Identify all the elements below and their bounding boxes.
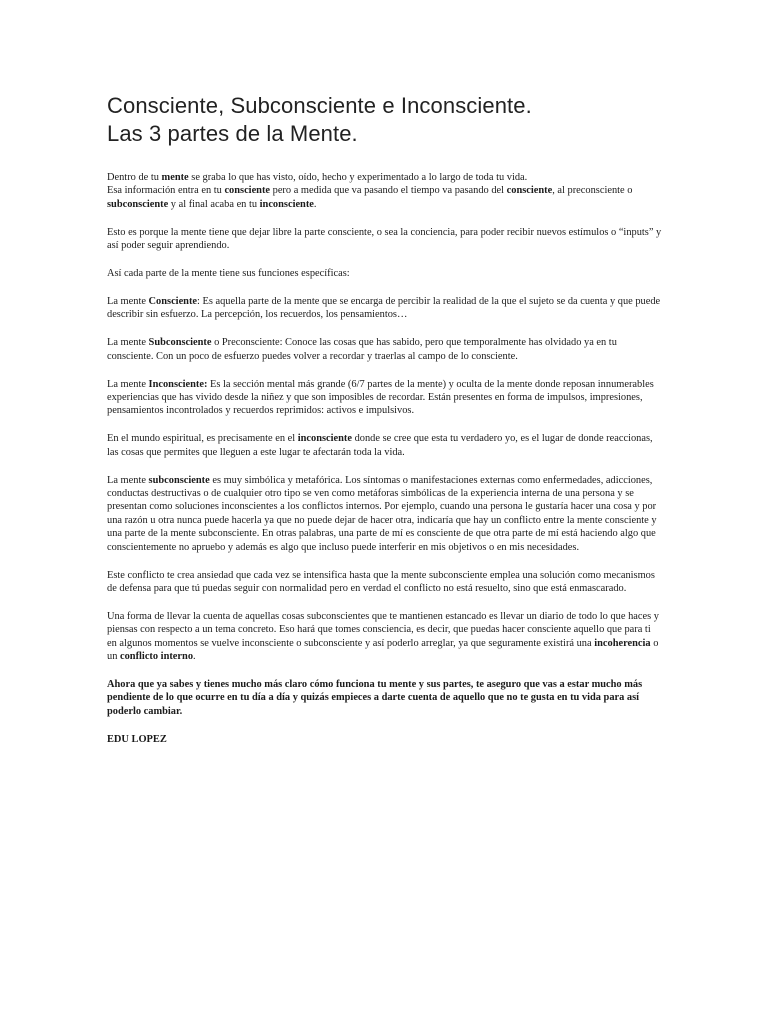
text-segment: Ahora que ya sabes y tienes mucho más claro cómo funciona tu mente y sus partes, te aseguro que vas a estar mucho más pendiente de lo que ocurre en tu día a día y quizás empieces a darte cuenta de aquello que no te gusta en tu vida para así poderlo cambiar. (107, 678, 643, 717)
text-segment: es muy simbólica y metafórica. Los síntomas o manifestaciones externas como enfermedades, adicciones, conductas destructivas o de cualquier otro tipo se ven como metáforas simbólicas de la experiencia interna de una persona y se presentan como soluciones inconscientes a los conflictos internos. Por ejemplo, cuando una persona le gustaría hacer una cosa y por una razón u otra nunca puede hacerla ya que no puede dejar de hacer otra, indicaría que hay un conflicto entre la mente consciente y una parte de la mente subconsciente. En otras palabras, una parte de mí es consciente de que otra parte de mí está haciendo algo que conscientemente no apruebo y además es algo que incluso puede interferir en mis objetivos o en mis necesidades. (107, 474, 657, 553)
bold-term: consciente (224, 185, 271, 197)
text-segment: La mente (107, 295, 149, 307)
text-segment: y al final acaba en tu (168, 198, 260, 210)
document-page (107, 92, 663, 746)
paragraph-p6 (107, 378, 663, 418)
title-line-2: Las 3 partes de la Mente. (107, 121, 358, 146)
bold-term: incoherencia (594, 637, 651, 649)
text-segment: Así cada parte de la mente tiene sus funciones específicas: (107, 268, 350, 280)
paragraph-p10 (107, 610, 663, 664)
bold-term: subconsciente (148, 474, 210, 486)
bold-term: conflicto interno (120, 651, 194, 663)
paragraph-p11 (107, 678, 663, 718)
paragraph-p9 (107, 569, 663, 596)
text-segment: . (313, 198, 317, 210)
bold-term: Consciente (148, 295, 198, 307)
paragraph-p3 (107, 267, 663, 280)
document-body (107, 171, 663, 718)
bold-term: inconsciente (259, 198, 314, 210)
text-segment: En el mundo espiritual, es precisamente en el (107, 433, 298, 445)
text-segment: Una forma de llevar la cuenta de aquellas cosas subconscientes que te mantienen estancado es llevar un diario de todo lo que haces y piensas con respecto a un tema concreto. Eso hará que tomes consciencia, es decir, que puedas hacer consciente aquello que para ti en algunos momentos se vuelve inconsciente o subconsciente y así poderlo arreglar, ya que seguramente existirá una (107, 610, 659, 649)
text-segment: Este conflicto te crea ansiedad que cada vez se intensifica hasta que la mente subconsciente emplea una solución como mecanismos de defensa para que tú puedas seguir con normalidad pero en verdad el conflicto no está resuelto, sino que está enmascarado. (107, 569, 655, 594)
text-segment: pero a medida que va pasando el tiempo va pasando del (270, 185, 507, 197)
author-signature: EDU LOPEZ (107, 733, 167, 745)
text-segment: , al preconsciente o (552, 185, 633, 197)
title-line-1: Consciente, Subconsciente e Inconsciente. (107, 93, 532, 118)
paragraph-p4 (107, 295, 663, 322)
paragraph-p2 (107, 226, 663, 253)
text-segment: o Preconsciente: Conoce las cosas que has sabido, pero que temporalmente has olvidado ya en tu consciente. Con un poco de esfuerzo puedes volver a recordar y traerlas al campo de lo consciente. (107, 337, 617, 362)
text-segment: Dentro de tu (107, 172, 162, 183)
bold-term: inconsciente (297, 433, 352, 445)
paragraph-p5 (107, 336, 663, 363)
paragraph-p8 (107, 474, 663, 554)
document-title (107, 92, 663, 148)
bold-term: consciente (506, 185, 553, 197)
bold-term: Subconsciente (148, 337, 212, 349)
text-segment: . (193, 651, 196, 663)
text-segment: La mente (107, 337, 149, 349)
text-segment: Esa información entra en tu (107, 185, 225, 197)
text-segment: La mente (107, 378, 149, 390)
bold-term: mente (161, 172, 189, 183)
text-segment: donde se cree que esta tu verdadero yo, es el lugar de donde reaccionas, las cosas que permites que lleguen a este lugar te afectarán toda la vida. (107, 433, 653, 458)
text-segment: se graba lo que has visto, oído, hecho y experimentado a lo largo de toda tu vida. (188, 172, 528, 183)
paragraph-p7 (107, 432, 663, 459)
text-segment: : Es aquella parte de la mente que se encarga de percibir la realidad de la que el sujeto se da cuenta y que puede describir sin esfuerzo. La percepción, los recuerdos, los pensamientos… (107, 295, 661, 321)
text-segment: Esto es porque la mente tiene que dejar libre la parte consciente, o sea la conciencia, para poder recibir nuevos estímulos o “inputs” y así poder seguir aprendiendo. (107, 226, 662, 252)
bold-term: subconsciente (107, 198, 169, 210)
text-segment: La mente (107, 474, 149, 486)
text-segment: Es la sección mental más grande (6/7 partes de la mente) y oculta de la mente donde reposan innumerables experiencias que has vivido desde la niñez y que son imposibles de recordar. Están presentes en forma de impulsos, impresiones, pensamientos incontrolados y recuerdos reprimidos: activos e impulsivos. (107, 378, 654, 417)
bold-term: Inconsciente: (148, 378, 208, 390)
text-segment: o un (107, 637, 659, 663)
paragraph-p1 (107, 171, 663, 211)
